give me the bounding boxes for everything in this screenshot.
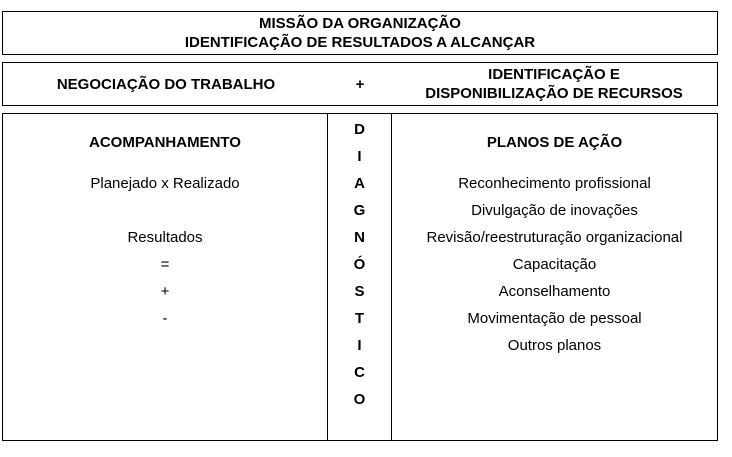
- mission-title: MISSÃO DA ORGANIZAÇÃO: [259, 15, 461, 32]
- diagnosis-letter: D: [354, 121, 365, 138]
- negotiation-label: NEGOCIAÇÃO DO TRABALHO: [56, 76, 276, 93]
- main-table: [2, 113, 718, 441]
- monitoring-item: +: [160, 283, 170, 300]
- monitoring-item: -: [162, 310, 168, 327]
- action-plan-item: Aconselhamento: [498, 283, 611, 300]
- monitoring-item: =: [160, 256, 170, 273]
- action-plan-item: Reconhecimento profissional: [458, 175, 651, 192]
- action-plan-item: Movimentação de pessoal: [467, 310, 642, 327]
- action-plan-item: Revisão/reestruturação organizacional: [426, 229, 683, 246]
- resources-label-line2: DISPONIBILIZAÇÃO DE RECURSOS: [425, 85, 683, 102]
- negotiation-box: [2, 62, 718, 106]
- monitoring-item: Resultados: [127, 229, 203, 246]
- action-plan-item: Divulgação de inovações: [471, 202, 638, 219]
- diagnosis-letter: T: [354, 310, 365, 327]
- action-plan-item: Capacitação: [512, 256, 597, 273]
- diagnosis-letter: Ó: [353, 256, 366, 273]
- action-plans-title: PLANOS DE AÇÃO: [486, 134, 623, 151]
- diagnosis-letter: I: [357, 337, 362, 354]
- column-divider-right: [391, 114, 392, 440]
- diagnosis-letter: A: [354, 175, 365, 192]
- diagnosis-letter: O: [353, 391, 366, 408]
- diagnosis-letter: I: [357, 148, 362, 165]
- monitoring-title: ACOMPANHAMENTO: [89, 134, 241, 151]
- plus-sign: +: [355, 76, 365, 93]
- monitoring-item: Planejado x Realizado: [90, 175, 240, 192]
- diagnosis-letter: C: [354, 364, 365, 381]
- diagnosis-letter: G: [353, 202, 366, 219]
- mission-subtitle: IDENTIFICAÇÃO DE RESULTADOS A ALCANÇAR: [184, 34, 536, 51]
- resources-label-line1: IDENTIFICAÇÃO E: [488, 66, 620, 83]
- mission-box: [2, 11, 718, 55]
- diagnosis-letter: S: [354, 283, 365, 300]
- action-plan-item: Outros planos: [507, 337, 602, 354]
- diagnosis-letter: N: [354, 229, 365, 246]
